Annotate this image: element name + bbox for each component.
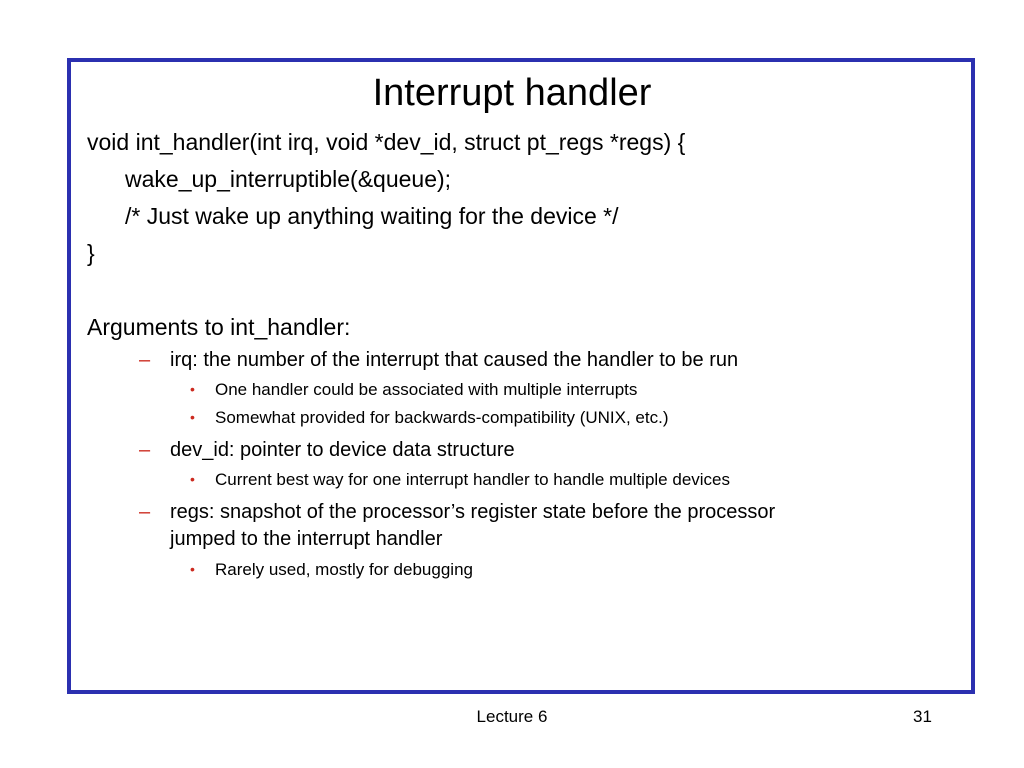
bullet-icon: • bbox=[190, 409, 195, 425]
code-line-close-brace: } bbox=[87, 240, 95, 266]
arg-regs-detail-1: Rarely used, mostly for debugging bbox=[215, 560, 473, 579]
arg-regs-line-1: regs: snapshot of the processor’s register state before the processor bbox=[170, 501, 776, 523]
dash-bullet-icon: – bbox=[139, 349, 151, 371]
dash-bullet-icon: – bbox=[139, 439, 151, 461]
arg-irq-detail-2: Somewhat provided for backwards-compatibility (UNIX, etc.) bbox=[215, 408, 669, 427]
code-line-wake-up: wake_up_interruptible(&queue); bbox=[125, 166, 452, 192]
arg-irq: irq: the number of the interrupt that caused the handler to be run bbox=[170, 349, 739, 371]
bullet-icon: • bbox=[190, 381, 195, 397]
arg-regs-line-2: jumped to the interrupt handler bbox=[170, 528, 443, 550]
footer-lecture: Lecture 6 bbox=[476, 707, 548, 726]
arguments-heading: Arguments to int_handler: bbox=[87, 314, 351, 340]
footer-page-number: 31 bbox=[913, 707, 932, 726]
arg-irq-detail-1: One handler could be associated with multiple interrupts bbox=[215, 380, 638, 399]
bullet-icon: • bbox=[190, 561, 195, 577]
code-line-comment: /* Just wake up anything waiting for the device */ bbox=[125, 203, 619, 229]
bullet-icon: • bbox=[190, 471, 195, 487]
slide-title: Interrupt handler bbox=[372, 72, 652, 114]
code-line-signature: void int_handler(int irq, void *dev_id, struct pt_regs *regs) { bbox=[87, 129, 686, 155]
arg-dev-id-detail-1: Current best way for one interrupt handler to handle multiple devices bbox=[215, 470, 731, 489]
arg-dev-id: dev_id: pointer to device data structure bbox=[170, 439, 515, 461]
dash-bullet-icon: – bbox=[139, 501, 151, 523]
